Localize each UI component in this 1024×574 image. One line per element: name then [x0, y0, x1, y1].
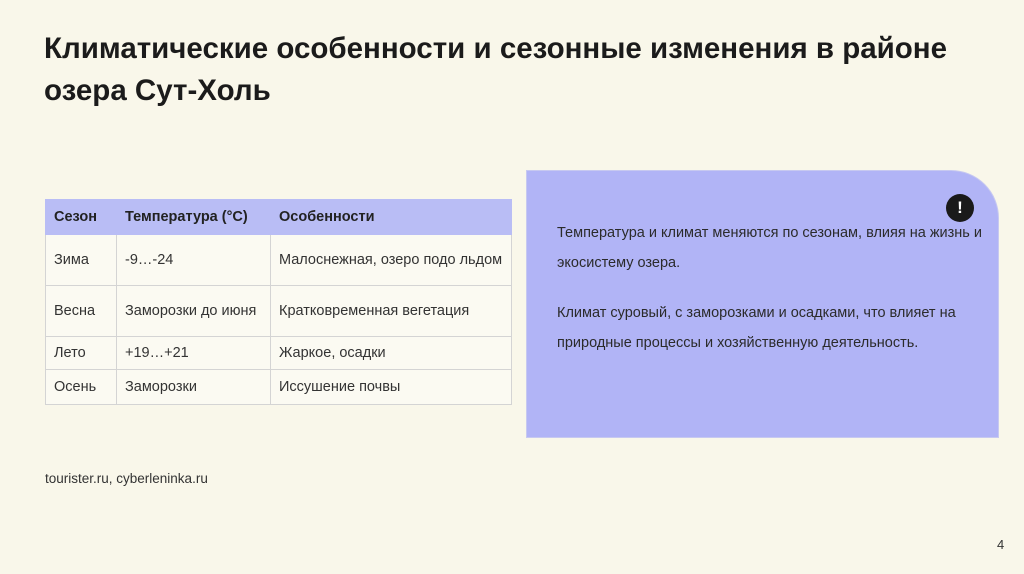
- page-number: 4: [997, 537, 1005, 552]
- cell-season: Осень: [46, 370, 117, 405]
- cell-temperature: -9…-24: [117, 235, 271, 286]
- cell-temperature: Заморозки до июня: [117, 286, 271, 337]
- cell-temperature: +19…+21: [117, 337, 271, 370]
- cell-season: Зима: [46, 235, 117, 286]
- cell-features: Малоснежная, озеро подо льдом: [271, 235, 512, 286]
- cell-temperature: Заморозки: [117, 370, 271, 405]
- exclamation-icon: !: [946, 194, 974, 222]
- source-citation: tourister.ru, cyberleninka.ru: [45, 471, 208, 486]
- climate-table: [45, 199, 512, 405]
- table-row: [46, 286, 512, 337]
- card-paragraph: Климат суровый, с заморозками и осадками, что влияет на природные процессы и хозяйственную деятельность.: [557, 305, 956, 351]
- card-paragraph: Температура и климат меняются по сезонам, влияя на жизнь и экосистему озера.: [557, 225, 982, 271]
- table-row: [46, 337, 512, 370]
- info-card: [526, 170, 999, 438]
- column-header-season: Сезон: [46, 200, 117, 235]
- cell-features: Жаркое, осадки: [271, 337, 512, 370]
- column-header-temperature: Температура (°C): [117, 200, 271, 235]
- cell-season: Весна: [46, 286, 117, 337]
- column-header-features: Особенности: [271, 200, 512, 235]
- cell-season: Лето: [46, 337, 117, 370]
- table-row: [46, 370, 512, 405]
- table-row: [46, 235, 512, 286]
- card-text: [557, 218, 982, 378]
- cell-features: Кратковременная вегетация: [271, 286, 512, 337]
- table-header-row: [46, 200, 512, 235]
- cell-features: Иссушение почвы: [271, 370, 512, 405]
- page-title: Климатические особенности и сезонные изменения в районе озера Сут-Холь: [44, 32, 948, 107]
